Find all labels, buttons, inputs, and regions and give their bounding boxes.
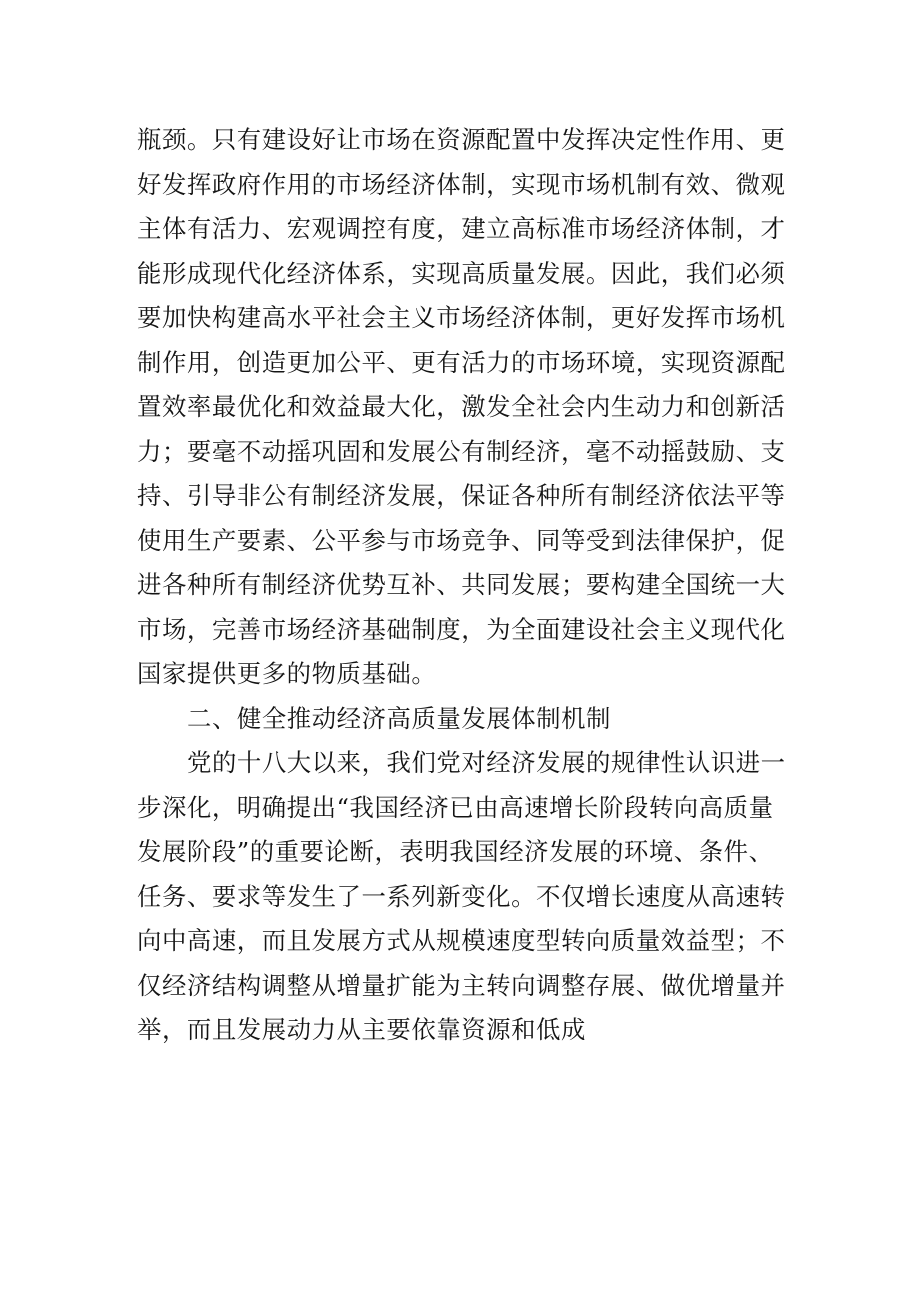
section-heading: 二、健全推动经济高质量发展体制机制 (187, 703, 611, 733)
paragraph-line: 步深化，明确提出“我国经济已由高速增长阶段转向高质量 (137, 792, 774, 822)
paragraph-line: 力；要毫不动摇巩固和发展公有制经济，毫不动摇鼓励、支 (137, 436, 786, 466)
paragraph-line: 好发挥政府作用的市场经济体制，实现市场机制有效、微观 (137, 169, 786, 199)
paragraph-line: 党的十八大以来，我们党对经济发展的规律性认识进一 (187, 748, 786, 777)
paragraph-line: 瓶颈。只有建设好让市场在资源配置中发挥决定性作用、更 (137, 125, 786, 154)
paragraph-line: 置效率最优化和效益最大化，激发全社会内生动力和创新活 (137, 392, 786, 421)
paragraph-line: 举，而且发展动力从主要依靠资源和低成 (137, 1015, 586, 1044)
document-body (137, 118, 786, 1053)
paragraph-line: 主体有活力、宏观调控有度，建立高标准市场经济体制，才 (137, 214, 786, 243)
paragraph-line: 进各种所有制经济优势互补、共同发展；要构建全国统一大 (137, 570, 786, 599)
paragraph-line: 使用生产要素、公平参与市场竞争、同等受到法律保护，促 (137, 525, 786, 555)
paragraph-line: 国家提供更多的物质基础。 (137, 659, 437, 688)
paragraph-line: 任务、要求等发生了一系列新变化。不仅增长速度从高速转 (137, 881, 786, 911)
paragraph-line: 持、引导非公有制经济发展，保证各种所有制经济依法平等 (137, 481, 786, 510)
paragraph-line: 能形成现代化经济体系，实现高质量发展。因此，我们必须 (137, 258, 786, 288)
paragraph-line: 制作用，创造更加公平、更有活力的市场环境，实现资源配 (137, 347, 786, 377)
paragraph-line: 要加快构建高水平社会主义市场经济体制，更好发挥市场机 (137, 303, 786, 332)
paragraph-line: 市场，完善市场经济基础制度，为全面建设社会主义现代化 (137, 614, 786, 644)
paragraph-line: 向中高速，而且发展方式从规模速度型转向质量效益型；不 (137, 926, 786, 955)
paragraph-line: 仅经济结构调整从增量扩能为主转向调整存展、做优增量并 (137, 970, 786, 1000)
paragraph-line: 发展阶段”的重要论断，表明我国经济发展的环境、条件、 (137, 837, 774, 866)
